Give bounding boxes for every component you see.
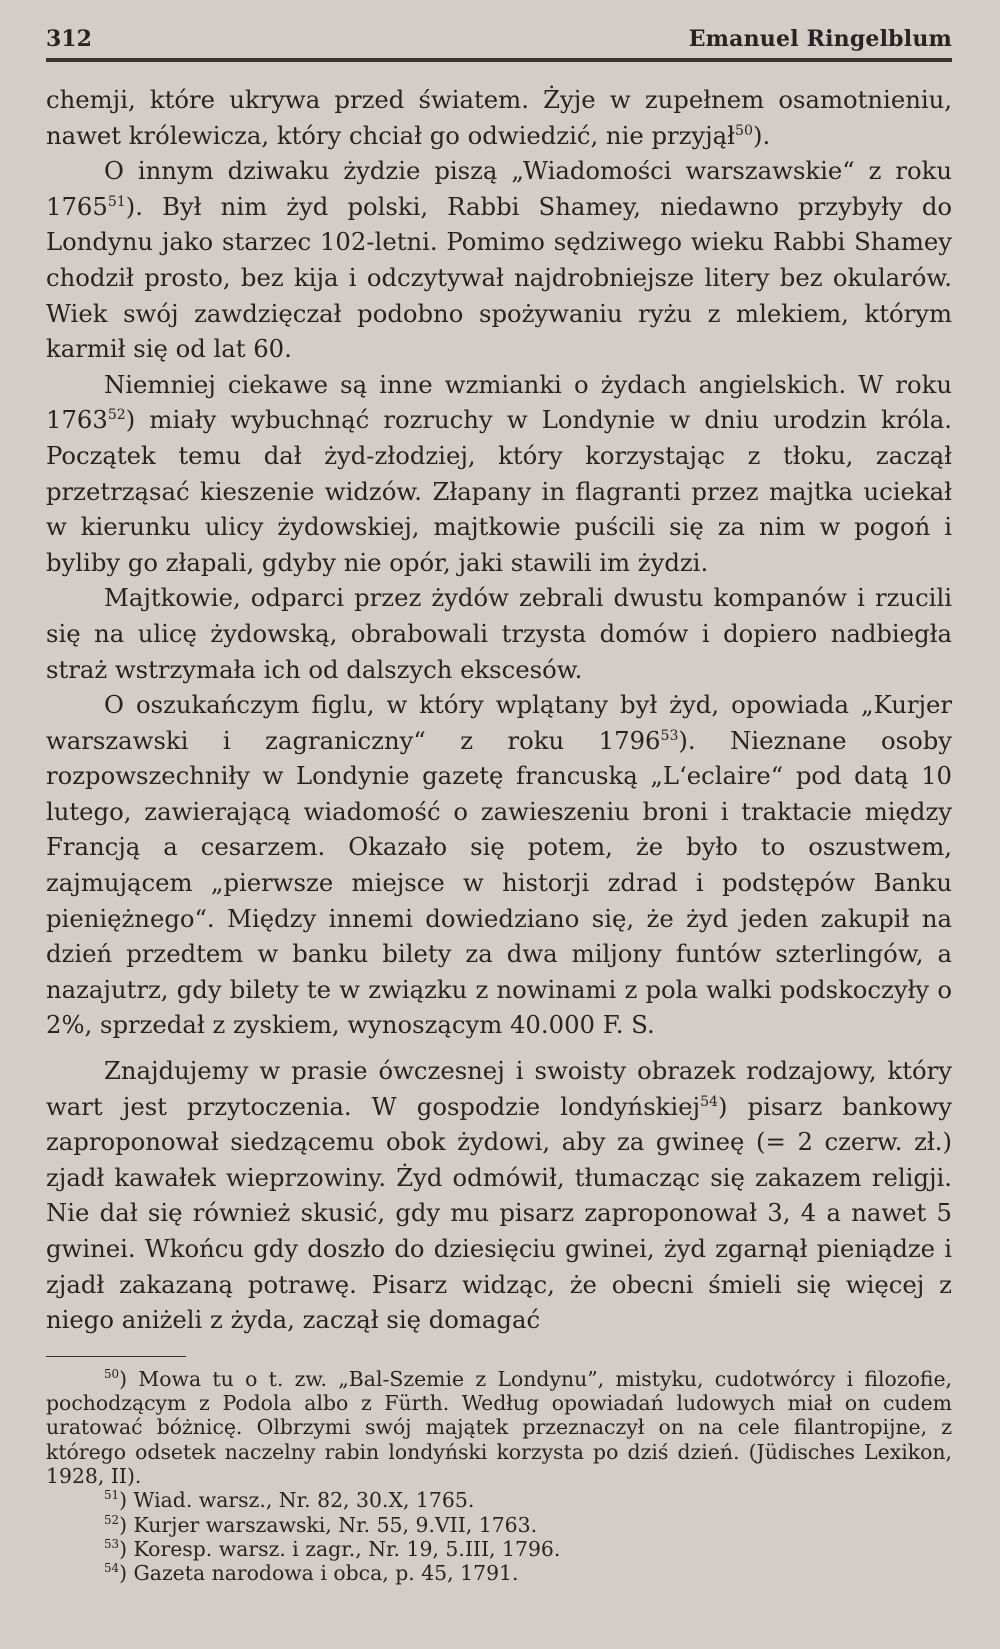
footnote-ref: 53 [660, 727, 679, 744]
footnote-ref: 54 [700, 1093, 719, 1110]
footnote: $^{54}$) Gazeta narodowa i obca, p. 45, 1791. [104, 1561, 519, 1586]
paragraph: Majtkowie, odparci przez żydów zebrali dwustu kompanów i rzucili się na ulicę żydowską, obrabowali trzysta domów i dopiero nadbiegła straż wstrzymała ich od dalszych ekscesów. [46, 583, 952, 684]
paragraph: Niemniej ciekawe są inne wzmianki o żydach angielskich. W roku 1763$^{52}$) miały wybuchnąć rozruchy w Londynie w dniu urodzin króla. Początek temu dał żyd-złodziej, który korzystając z tłoku, zaczął przetrząsać kieszenie widzów. Złapany in flagranti przez majtka uciekał w kierunku ulicy żydowskiej, majtkowie puścili się za nim w pogoń i byliby go złapali, gdyby nie opór, jaki stawili im żydzi. [46, 369, 952, 577]
footnote-number: 51 [104, 1488, 120, 1503]
running-head-author: Emanuel Ringelblum [688, 26, 952, 52]
paragraph: O oszukańczym figlu, w który wplątany był żyd, opowiada „Kurjer warszawski i zagraniczny“ z roku 1796$^{53}$). Nieznane osoby rozpowszechniły w Londynie gazetę francuską „L‘eclaire“ pod datą 10 lutego, zawierającą wiadomość o zawieszeniu broni i traktacie między Francją a cesarzem. Okazało się potem, że było to oszustwem, zajmującem „pierwsze miejsce w historji zdrad i podstępów Banku pieniężnego“. Między innemi dowiedziano się, że żyd jeden zakupił na dzień przedtem w banku bilety za dwa miljony funtów szterlingów, a nazajutrz, gdy bilety te w związku z nowinami z pola walki podskoczyły o 2%, sprzedał z zyskiem, wynoszącym 40.000 F. S. [46, 690, 952, 1040]
footnote-number: 50 [104, 1366, 120, 1381]
paragraph: O innym dziwaku żydzie piszą „Wiadomości warszawskie“ z roku 1765$^{51}$). Był nim żyd polski, Rabbi Shamey, niedawno przybyły do Londynu jako starzec 102-letni. Pomimo sędziwego wieku Rabbi Shamey chodził prosto, bez kija i odczytywał najdrobniejsze litery bez okularów. Wiek swój zawdzięczał podobno spożywaniu ryżu z mlekiem, którym karmił się od lat 60. [46, 156, 952, 364]
footnote: $^{50}$) Mowa tu o t. zw. „Bal-Szemie z Londynu”, mistyku, cudotwórcy i filozofie, pochodzącym z Podola albo z Fürth. Według opowiadań ludowych miał on cudem uratować bóżnicę. Olbrzymi swój majątek przeznaczył on na cele filantropijne, z którego odsetek naczelny rabin londyński korzysta po dziś dzień. (Jüdisches Lexikon, 1928, II). [46, 1366, 952, 1488]
footnote-ref: 51 [107, 193, 126, 210]
paragraph: Znajdujemy w prasie ówczesnej i swoisty obrazek rodzajowy, który wart jest przytoczenia. W gospodzie londyńskiej$^{54}$) pisarz bankowy zaproponował siedzącemu obok żydowi, aby za gwineę (= 2 czerw. zł.) zjadł kawałek wieprzowiny. Żyd odmówił, tłumacząc się zakazem religji. Nie dał się również skusić, gdy mu pisarz zaproponował 3, 4 a nawet 5 gwinei. Wkońcu gdy doszło do dziesięciu gwinei, żyd zgarnął pieniądze i zjadł zakazaną potrawę. Pisarz widząc, że obecni śmieli się więcej z niego aniżeli z żyda, zaczął się domagać [46, 1056, 952, 1335]
header-rule [46, 58, 952, 62]
footnote-ref: 52 [107, 407, 126, 424]
footnote: $^{53}$) Koresp. warsz. i zagr., Nr. 19, 5.III, 1796. [104, 1536, 561, 1561]
footnote-number: 52 [104, 1512, 120, 1527]
footnotes [46, 1367, 952, 1586]
running-header [46, 22, 952, 52]
main-text [46, 82, 952, 1338]
footnote-number: 53 [104, 1537, 120, 1552]
paragraph: chemji, które ukrywa przed światem. Żyje w zupełnem osamotnieniu, nawet królewicza, który chciał go odwiedzić, nie przyjął$^{50}$). [46, 85, 952, 150]
footnote: $^{52}$) Kurjer warszawski, Nr. 55, 9.VII, 1763. [104, 1512, 538, 1537]
page-number: 312 [46, 26, 92, 52]
footnote-number: 54 [104, 1561, 120, 1576]
footnote-ref: 50 [735, 122, 753, 139]
footnote: $^{51}$) Wiad. warsz., Nr. 82, 30.X, 1765. [104, 1488, 475, 1513]
footnote-separator [46, 1356, 186, 1357]
